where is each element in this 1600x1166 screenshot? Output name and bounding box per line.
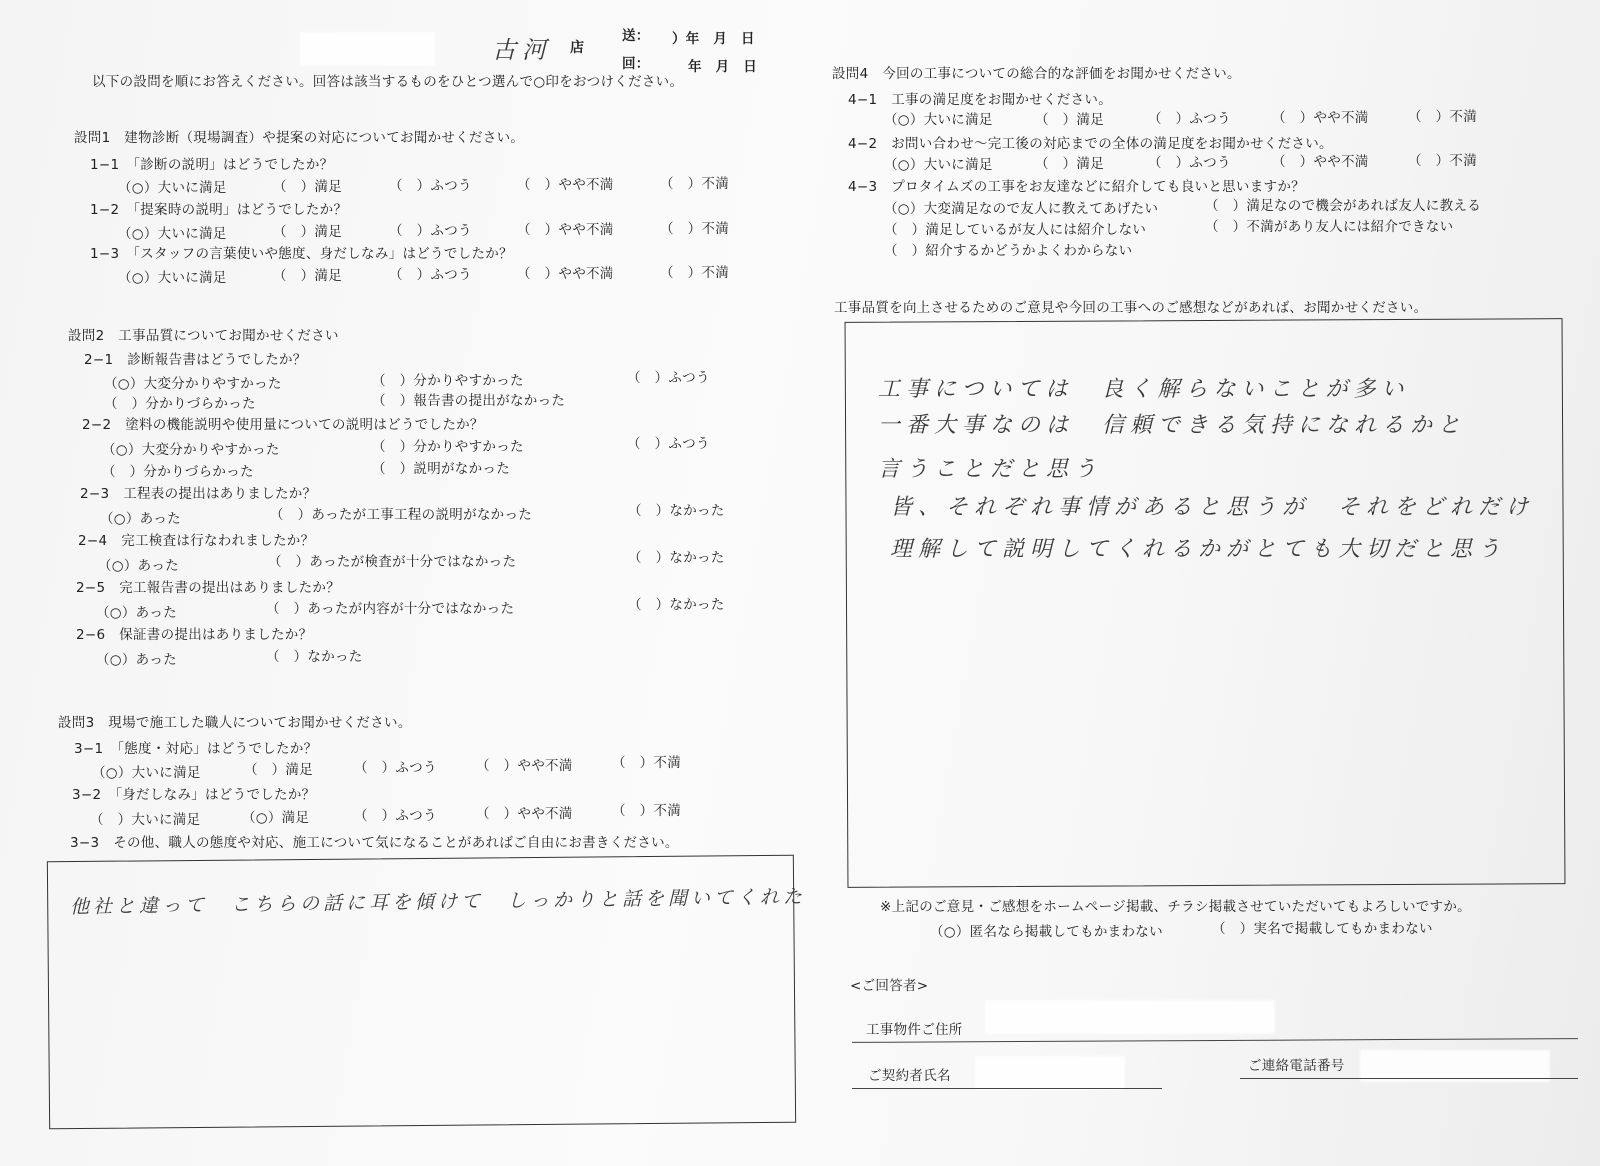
- q1-2-opt-1[interactable]: （○）大いに満足: [118, 226, 227, 242]
- q1-2-opt-5[interactable]: （ ）不満: [660, 221, 729, 237]
- q3-3-label: 3−3 その他、職人の態度や対応、施工について気になることがあればご自由にお書きください。: [70, 835, 679, 851]
- q2-4-opt-3[interactable]: （ ）なかった: [628, 550, 725, 566]
- name-line: [852, 1088, 1162, 1089]
- q2-3-label: 2−3 工程表の提出はありましたか？: [80, 486, 317, 502]
- q4-3-opt-2[interactable]: （ ）満足なので機会があれば友人に教える: [1205, 198, 1481, 214]
- comment-line-3: 言うことだと思う: [878, 457, 1103, 482]
- q2-1-opt-1[interactable]: （○）大変分かりやすかった: [104, 376, 282, 392]
- q4-2-opt-2[interactable]: （ ）満足: [1035, 156, 1104, 172]
- q1-1-opt-5[interactable]: （ ）不満: [660, 176, 729, 192]
- comment-line-4: 皆、それぞれ事情があると思うが それをどれだけ: [890, 495, 1535, 520]
- q1-3-opt-2[interactable]: （ ）満足: [273, 268, 342, 284]
- reply-date: 年 月 日: [688, 59, 757, 75]
- q2-6-opt-1[interactable]: （○）あった: [96, 652, 177, 668]
- q2-2-opt-2[interactable]: （ ）分かりやすかった: [372, 439, 524, 455]
- q2-6-label: 2−6 保証書の提出はありましたか？: [76, 627, 313, 643]
- name-label: ご契約者氏名: [868, 1068, 951, 1084]
- comments-label: 工事品質を向上させるためのご意見や今回の工事へのご感想などがあれば、お聞かせください。: [834, 300, 1428, 316]
- q1-3-label: 1−3 「スタッフの言葉使いや態度、身だしなみ」はどうでしたか？: [90, 246, 513, 262]
- comment-line-2: 一番大事なのは 信頼できる気持になれるかと: [878, 413, 1467, 438]
- q2-6-opt-2[interactable]: （ ）なかった: [266, 649, 363, 665]
- q4-2-opt-1[interactable]: （○）大いに満足: [884, 157, 993, 173]
- q2-4-opt-1[interactable]: （○）あった: [98, 558, 179, 574]
- respondent-title: <ご回答者>: [850, 978, 929, 994]
- q3-2-opt-2[interactable]: （○）満足: [242, 810, 310, 826]
- q2-1-opt-4[interactable]: （ ）分かりづらかった: [104, 396, 256, 412]
- consent-opt-1[interactable]: （○）匿名なら掲載してもかまわない: [930, 924, 1163, 940]
- q3-2-opt-5[interactable]: （ ）不満: [612, 803, 681, 819]
- q1-3-opt-3[interactable]: （ ）ふつう: [389, 267, 472, 283]
- q1-2-opt-2[interactable]: （ ）満足: [273, 224, 342, 240]
- q3-2-label: 3−2 「身だしなみ」はどうでしたか？: [72, 787, 316, 803]
- q2-4-opt-2[interactable]: （ ）あったが検査が十分ではなかった: [268, 554, 517, 570]
- consent-question: ※上記のご意見・ご感想をホームページ掲載、チラシ掲載させていただいてもよろしいですか。: [880, 899, 1471, 915]
- q2-5-opt-1[interactable]: （○）あった: [96, 605, 177, 621]
- comment-line-5: 理解して説明してくれるかがとても大切だと思う: [890, 537, 1507, 562]
- q2-2-opt-3[interactable]: （ ）ふつう: [627, 436, 710, 452]
- q4-1-opt-3[interactable]: （ ）ふつう: [1148, 111, 1231, 127]
- redacted-name: [975, 1056, 1125, 1090]
- q1-3-opt-1[interactable]: （○）大いに満足: [118, 270, 227, 286]
- q2-5-label: 2−5 完工報告書の提出はありましたか？: [76, 580, 340, 596]
- q2-3-opt-1[interactable]: （○）あった: [100, 511, 181, 527]
- q1-1-opt-3[interactable]: （ ）ふつう: [389, 178, 472, 194]
- instructions: 以下の設問を順にお答えください。回答は該当するものをひとつ選んで○印をおつけください。: [92, 74, 684, 90]
- q1-3-opt-5[interactable]: （ ）不満: [660, 265, 729, 281]
- q1-1-opt-2[interactable]: （ ）満足: [273, 179, 342, 195]
- q3-1-opt-3[interactable]: （ ）ふつう: [354, 760, 437, 776]
- store-name-handwritten: 古河: [492, 36, 552, 64]
- q4-3-opt-3[interactable]: （ ）満足しているが友人には紹介しない: [884, 222, 1147, 238]
- q3-1-opt-4[interactable]: （ ）やや不満: [476, 758, 573, 774]
- q3-1-label: 3−1 「態度・対応」はどうでしたか？: [74, 741, 318, 757]
- q2-1-opt-5[interactable]: （ ）報告書の提出がなかった: [372, 393, 566, 409]
- q2-5-opt-2[interactable]: （ ）あったが内容が十分ではなかった: [266, 601, 515, 617]
- q2-title: 設問2 工事品質についてお聞かせください: [68, 328, 339, 344]
- q4-2-label: 4−2 お問い合わせ〜完工後の対応までの全体の満足度をお聞かせください。: [848, 136, 1333, 152]
- redacted-customer-name: [300, 32, 435, 66]
- q3-2-opt-3[interactable]: （ ）ふつう: [354, 808, 437, 824]
- consent-opt-2[interactable]: （ ）実名で掲載してもかまわない: [1212, 921, 1433, 937]
- phone-label: ご連絡電話番号: [1248, 1058, 1345, 1074]
- q1-2-label: 1−2 「提案時の説明」はどうでしたか？: [90, 202, 348, 218]
- comment-line-1: 工事については 良く解らないことが多い: [878, 377, 1410, 402]
- q3-1-opt-1[interactable]: （○）大いに満足: [92, 765, 201, 781]
- q2-2-opt-5[interactable]: （ ）説明がなかった: [372, 461, 510, 477]
- q2-3-opt-3[interactable]: （ ）なかった: [628, 503, 725, 519]
- q4-2-opt-3[interactable]: （ ）ふつう: [1148, 155, 1231, 171]
- q4-1-opt-5[interactable]: （ ）不満: [1408, 109, 1477, 125]
- q2-2-opt-1[interactable]: （○）大変分かりやすかった: [102, 442, 280, 458]
- q1-1-opt-4[interactable]: （ ）やや不満: [517, 177, 614, 193]
- q3-1-opt-5[interactable]: （ ）不満: [612, 755, 681, 771]
- q1-1-opt-1[interactable]: （○）大いに満足: [118, 180, 227, 196]
- q2-1-opt-3[interactable]: （ ）ふつう: [627, 370, 710, 386]
- phone-line: [1240, 1078, 1578, 1079]
- q4-1-opt-1[interactable]: （○）大いに満足: [884, 112, 993, 128]
- q4-title: 設問4 今回の工事についての総合的な評価をお聞かせください。: [832, 66, 1241, 82]
- q1-2-opt-3[interactable]: （ ）ふつう: [389, 223, 472, 239]
- q1-2-opt-4[interactable]: （ ）やや不満: [517, 222, 614, 238]
- store-label: 店: [570, 40, 585, 56]
- q1-1-label: 1−1 「診断の説明」はどうでしたか？: [90, 157, 334, 173]
- q1-title: 設問1 建物診断（現場調査）や提案の対応についてお聞かせください。: [74, 130, 525, 146]
- q2-2-label: 2−2 塗料の機能説明や使用量についての説明はどうでしたか？: [82, 417, 484, 433]
- q4-3-opt-5[interactable]: （ ）紹介するかどうかよくわからない: [884, 243, 1133, 259]
- q3-2-opt-1[interactable]: （ ）大いに満足: [90, 812, 201, 828]
- q4-1-opt-2[interactable]: （ ）満足: [1035, 112, 1104, 128]
- send-date: ）年 月 日: [672, 31, 755, 47]
- q2-2-opt-4[interactable]: （ ）分かりづらかった: [102, 464, 254, 480]
- q4-3-label: 4−3 プロタイムズの工事をお友達などに紹介しても良いと思いますか？: [848, 179, 1305, 195]
- send-label: 送：: [622, 28, 650, 44]
- q4-3-opt-1[interactable]: （○）大変満足なので友人に教えてあげたい: [884, 201, 1159, 217]
- address-line: [852, 1038, 1578, 1043]
- q2-5-opt-3[interactable]: （ ）なかった: [628, 597, 725, 613]
- q1-3-opt-4[interactable]: （ ）やや不満: [517, 266, 614, 282]
- address-label: 工事物件ご住所: [866, 1022, 963, 1038]
- q4-1-label: 4−1 工事の満足度をお聞かせください。: [848, 92, 1112, 108]
- q2-1-opt-2[interactable]: （ ）分かりやすかった: [372, 373, 524, 389]
- q4-2-opt-5[interactable]: （ ）不満: [1408, 153, 1477, 169]
- redacted-address: [985, 1000, 1275, 1034]
- q4-3-opt-4[interactable]: （ ）不満があり友人には紹介できない: [1205, 219, 1454, 235]
- q4-1-opt-4[interactable]: （ ）やや不満: [1272, 110, 1369, 126]
- q3-2-opt-4[interactable]: （ ）やや不満: [476, 806, 573, 822]
- q3-1-opt-2[interactable]: （ ）満足: [244, 762, 313, 778]
- q2-1-label: 2−1 診断報告書はどうでしたか？: [84, 352, 307, 368]
- q4-2-opt-4[interactable]: （ ）やや不満: [1272, 154, 1369, 170]
- q2-3-opt-2[interactable]: （ ）あったが工事工程の説明がなかった: [270, 507, 533, 523]
- reply-label: 回：: [622, 56, 650, 72]
- q3-comment-text: 他社と違って こちらの話に耳を傾けて しっかりと話を聞いてくれた: [69, 885, 807, 919]
- q3-title: 設問3 現場で施工した職人についてお聞かせください。: [58, 715, 412, 731]
- q2-4-label: 2−4 完工検査は行なわれましたか？: [78, 533, 315, 549]
